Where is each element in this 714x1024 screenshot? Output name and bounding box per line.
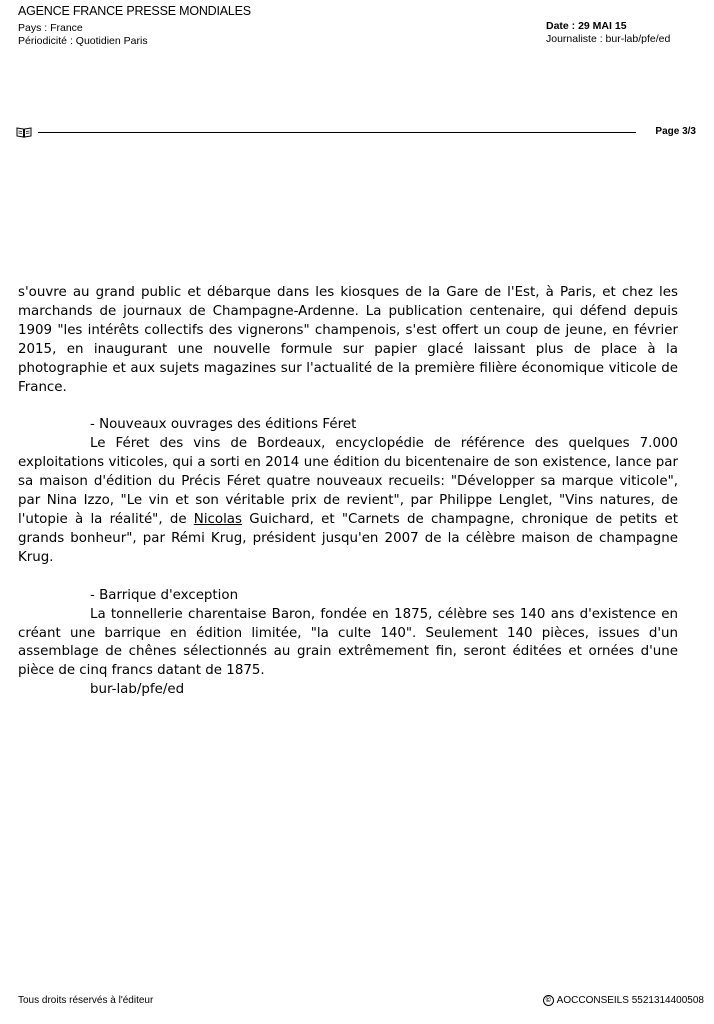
article-body xyxy=(18,284,678,700)
book-icon xyxy=(16,126,32,138)
footer-code xyxy=(543,995,704,1006)
page-number: Page 3/3 xyxy=(655,126,696,137)
periodicity-label: Périodicité : Quotidien Paris xyxy=(18,35,148,47)
rights-notice: Tous droits réservés à l'éditeur xyxy=(18,995,154,1006)
paragraph-2 xyxy=(18,435,678,567)
paragraph-1: s'ouvre au grand public et débarque dans les kiosques de la Gare de l'Est, à Paris, et chez les marchands de journaux de Champagne-Ardenne. La publication centenaire, qui défend depuis 1909 "les intérêts collectifs des vignerons" champenois, s'est offert un coup de jeune, en février 2015, en inaugurant une nouvelle formule sur papier glacé laissant plus de place à la photographie et aux sujets magazines sur l'actualité de la première filière économique viticole de France. xyxy=(18,285,678,395)
journalist-label: Journaliste : bur-lab/pfe/ed xyxy=(546,33,671,45)
section-heading-barrique: - Barrique d'exception xyxy=(90,587,239,603)
date-label: Date : 29 MAI 15 xyxy=(546,20,627,32)
paragraph-2-part-a: Le Féret des vins de Bordeaux, encyclopédie de référence des quelques 7.000 exploitations viticoles, qui a sorti en 2014 une édition du bicentenaire de son existence, lance par sa maison d'édition du Précis Féret quatre nouveaux recueils: "Développer sa marque viticole", par Nina Izzo, "Le vin et son véritable prix de revient", par Philippe Lenglet, "Vins natures, de l'utopie à la réalité", de xyxy=(18,436,678,527)
signature: bur-lab/pfe/ed xyxy=(90,682,185,698)
paragraph-3: La tonnellerie charentaise Baron, fondée en 1875, célèbre ses 140 ans d'existence en créant une barrique en édition limitée, "la culte 140". Seulement 140 pièces, issues d'un assemblage de chênes sélectionnés au grain extrêmement fin, seront éditées et ornées d'une pièce de cinq francs datant de 1875. xyxy=(18,606,678,679)
page-rule xyxy=(16,124,696,142)
country-label: Pays : France xyxy=(18,22,83,34)
paragraph-2-part-b: Guichard, et "Carnets de champagne, chronique de petits et grands bonheur", par Rémi Krug, président jusqu'en 2007 de la célèbre maison de champagne Krug. xyxy=(18,511,678,565)
copyright-icon: © xyxy=(543,995,554,1006)
publication-name: AGENCE FRANCE PRESSE MONDIALES xyxy=(18,4,251,18)
section-heading-feret: - Nouveaux ouvrages des éditions Féret xyxy=(90,417,357,433)
document-code: AOCCONSEILS 5521314400508 xyxy=(556,995,704,1006)
horizontal-rule xyxy=(38,132,636,133)
author-name-link: Nicolas xyxy=(193,511,242,527)
